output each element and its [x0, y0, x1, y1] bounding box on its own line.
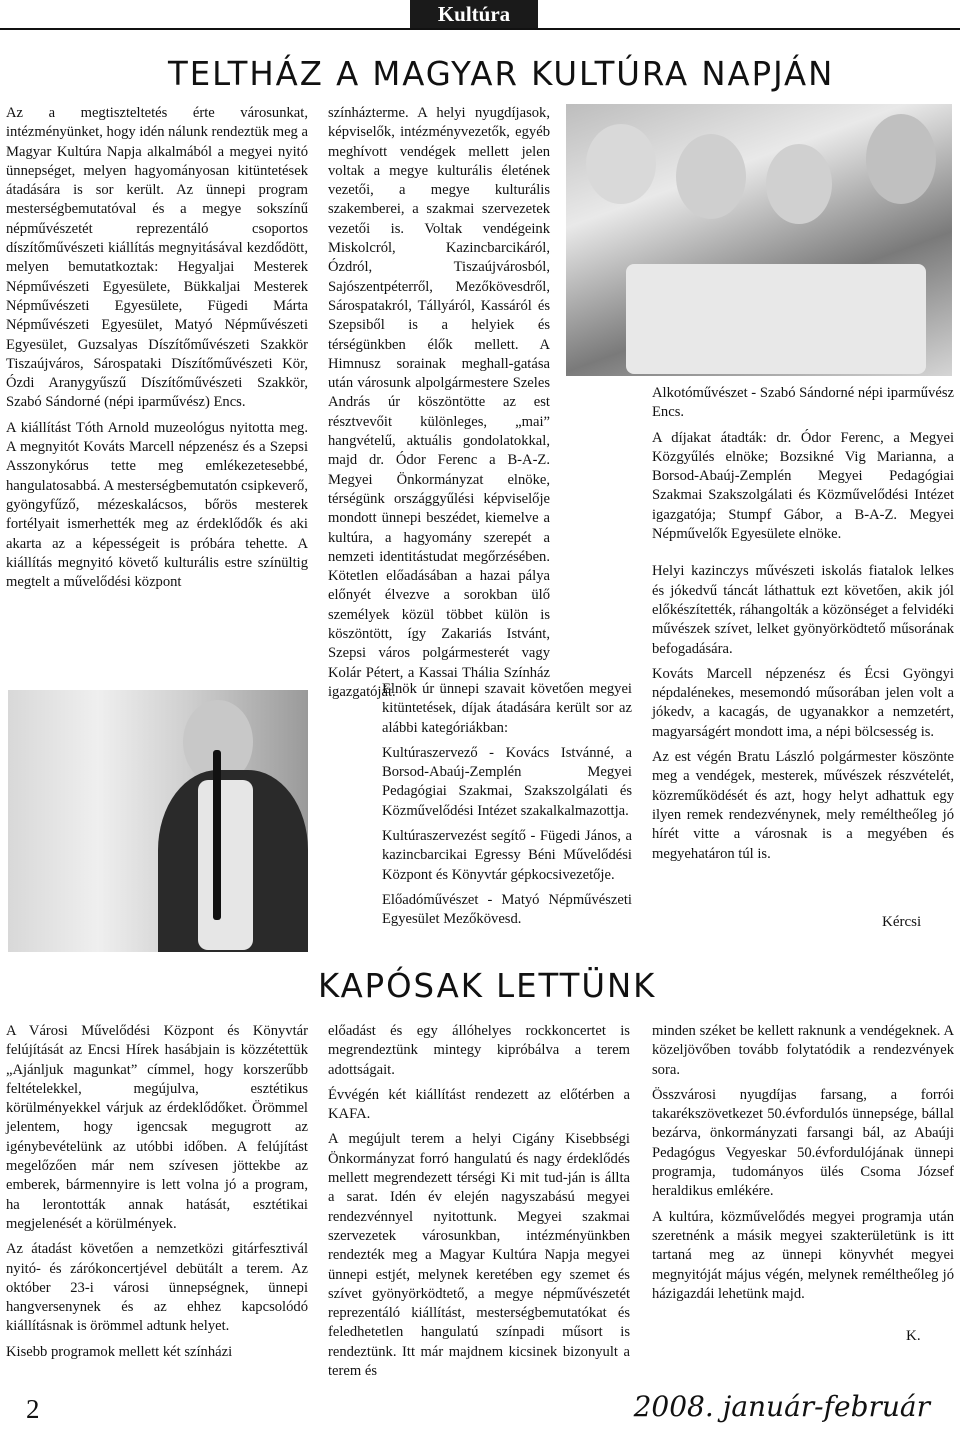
article2-column2	[328, 1022, 630, 1387]
article1-paragraph: Kultúraszervezést segítő - Fügedi János, a kazincbarcikai Egressy Béni Művelődési Központ és Könyvtár gépkocsivezetője.	[382, 828, 632, 883]
children-exhibition-photo	[566, 104, 952, 376]
article2-paragraph: Az átadást követően a nemzetközi gitárfesztivál nyitó- és zárókoncertjével debütált a terem. Az október 23-i városi ünnepségnek, ünnepi hangversenynek és az ehhez kapcsolódó kiállításnak is örömmel adtunk helyet.	[6, 1241, 308, 1335]
article2-paragraph: A megújult terem a helyi Cigány Kisebbségi Önkormányzat forró hangulatú és nagy érdeklődés mellett megrendezett térségi Ki mit tud-ján is állta a sarat. Idén év elején nagyszabású megyei rendezvénnyel nyitottunk. Megyei szakmai szervezetek városunkban, intézményünkben rendezték meg a Magyar Kultúra Napja megyei ünnepi estjét, melynek keretében egy szemet és szívet gyönyörködtető, a megye népművészetét reprezentáló kiállítást, mesterségbemutatókat és feledhetetlen hangulatú színpadi műsort is rendeztünk. Itt már majdnem kicsinek bizonyult a terem és	[328, 1131, 630, 1380]
article2-paragraph: A Városi Művelődési Központ és Könyvtár felújítását az Encsi Hírek hasábjain is közzétettük „Ajánljuk magunkat” címmel, hogy korszerűbb feltételekkel, megújulva, esztétikus körülményekkel várjuk az érdeklődőket. Örömmel jelentem, hogy igencsak megugrott az igénybevételünk az utóbbi időben. A felújítást megelőzően már nem szívesen jöttekbe az emberek, bármennyire is lett volna jó a program, ha lerontották annak hatását, esztétikai megjelenését a körülmények.	[6, 1023, 308, 1232]
article2-column1	[6, 1022, 308, 1368]
article1-paragraph: Az a megtiszteltetés érte városunkat, intézményünket, hogy idén nálunk rendeztük meg a Magyar Kultúra Napja alkalmából a megyei nyitó ünnepséget, melyen hagyományosan kitüntetések átadására is sor került. Az ünnepi program mesterségbemutatóval és a megye sokszínű népművészetét reprezentáló csoportos díszítőművészeti kiállítás megnyitásával kezdődött, melyen bemutatkoztak: Hegyaljai Mesterek Népművészeti Egyesülete, Bükkaljai Mesterek Népművészeti Egyesülete, Fügedi Márta Népművészeti Egyesület, Matyó Népművészeti Egyesület, Guzsalyas Díszítőművészeti Szakkör Tiszaújváros, Sárospataki Díszítőművészeti Kör, Ózdi Aranygyűszű Díszítőművészeti Szakkör, Szabó Sándorné (népi iparművész) Encs.	[6, 105, 308, 411]
article1-paragraph: Elnök úr ünnepi szavait követően megyei kitüntetések, díjak átadására került sor az alábbi kategóriákban:	[382, 681, 632, 736]
article1-column3	[652, 384, 954, 870]
article2-paragraph: Kisebb programok mellett két színházi	[6, 1343, 233, 1360]
article1-paragraph: Előadóművészet - Matyó Népművészeti Egyesület Mezőkövesd.	[382, 891, 632, 928]
article1-paragraph: Kováts Marcell népzenész és Écsi Gyöngyi népdalénekes, mesemondó műsorában jelen volt a jókedv, a kacagás, de ugyanakkor a nemzetért, magyarságért mondott ima, a népi bölcsesség is.	[652, 665, 954, 740]
article1-title: TELTHÁZ A MAGYAR KULTÚRA NAPJÁN	[168, 54, 835, 93]
article1-paragraph: Kultúraszervező - Kovács Istvánné, a Borsod-Abaúj-Zemplén Megyei Pedagógiai Szakmai, Szakszolgálati és Közművelődési Intézet szakalkalmazottja.	[382, 744, 632, 819]
page-number: 2	[26, 1394, 40, 1424]
issue-date: 2008. január-február	[633, 1390, 930, 1423]
header-rule	[0, 28, 960, 30]
article2-title: KAPÓSAK LETTÜNK	[318, 966, 657, 1005]
article1-column1	[6, 104, 308, 598]
article1-paragraph: A díjakat átadták: dr. Ódor Ferenc, a Megyei Közgyűlés elnöke; Bozsikné Vig Marianna, a Borsod-Abaúj-Zemplén Megyei Pedagógiai Szakmai Szakszolgálati és Közművelődési Intézet igazgatója; Stumpf Gábor, a B-A-Z. Megyei Népművelők Egyesülete elnöke.	[652, 429, 954, 543]
article1-column2b	[382, 680, 632, 936]
article2-paragraph: Évvégén két kiállítást rendezett az előtérben a KAFA.	[328, 1086, 630, 1123]
article2-paragraph: előadást és egy állóhelyes rockkoncertet is megrendeztünk mintegy kipróbálva a terem adottságait.	[328, 1023, 630, 1078]
section-tag: Kultúra	[410, 0, 538, 30]
article2-paragraph: minden széket be kellett raknunk a vendégeknek. A közeljövőben tovább folytatódik a rendezvények sora.	[652, 1023, 954, 1078]
article1-column2	[328, 104, 550, 708]
article2-paragraph: A kultúra, közművelődés megyei programja után szeretnénk a másik megyei szakterületünk is itt tartaná meg az ünnepi könyvhét megyei megnyitóját május végén, melynek reméltheőleg jó házigazdái lehetünk majd.	[652, 1208, 954, 1302]
article2-author: K.	[906, 1328, 921, 1344]
article1-paragraph: színházterme. A helyi nyugdíjasok, képviselők, intézményvezetők, egyéb meghívott vendégek mellett jelen voltak a megye kulturális életének vezetői, a megye kulturális szakemberei, a szakmai szervezetek vezetői is. Voltak vendégeink Miskolcról, Kazincbarcikáról, Ózdról, Tiszaújvárosból, Sajószentpéterről, Mezőkövesdről, Sárospatakról, Tállyáról, Kassáról és Szepsiből is a helyiek és térségünkben élők mellett. A Himnusz sorainak meghall-gatása után városunk alpolgármestere Szeles András úr köszöntötte az est résztvevőit különleges, „mai” hangvételű, aktuális gondolatokkal, majd dr. Ódor Ferenc a B-A-Z. Megyei Önkormányzat elnöke, térségünk országgyűlési képviselője mondott ünnepi beszédet, kiemelve a kultúra, a hagyomány szerepét a nemzeti identitástudat megőrzésében. Kötetlen előadásában a hazai pálya előnyét élvezve a sorokban ülő személyek közül többet külön is köszöntött, így Zakariás Istvánt, Szepsi város polgármesterét vagy Kolár Pétert, a Kassai Thália Színház igazgatóját.	[328, 105, 550, 700]
article2-column3	[652, 1022, 954, 1310]
article1-paragraph: Az est végén Bratu László polgármester köszönte meg a vendégek, mesterek, művészek részvételét, közreműködését és azt, hogy helyt adhattuk egy ilyen remek rendezvénynek, mely reméltheőleg jó hírét vitte a városnak is a megyében és megyehatáron túl is.	[652, 749, 954, 862]
article1-author: Kércsi	[882, 914, 922, 930]
article1-paragraph: A kiállítást Tóth Arnold muzeológus nyitotta meg. A megnyitót Kováts Marcell népzenész és a Szepsi Asszonykórus tette meg emlékezetesebbé, hangulatosabbá. A mesterségbemutatón csipkeverő, gyöngyfűző, mézeskalácsos, bőrös mesterek fortélyait ismerhették meg az érdeklődők és aki akarta az a képességeit is próbára tehette. A kiállítás megnyitó követő kulturális estre színültig megtelt a művelődési központ	[6, 419, 308, 591]
article1-paragraph: Helyi kazinczys művészeti iskolás fiatalok lelkes és jókedvű táncát láthattuk ezt követően, akik jól előkészítették, ráhangolták a közönséget a felvidéki művészek szívet, lelket gyönyörködtető műsorának befogadására.	[652, 563, 954, 657]
clarinet-player-photo	[8, 690, 308, 952]
article1-paragraph: Alkotóművészet - Szabó Sándorné népi iparművész Encs.	[652, 385, 954, 421]
article2-paragraph: Összvárosi nyugdíjas farsang, a forrói takarékszövetkezet 50.évfordulós ünnepsége, bállal bezárva, önkormányzati farsangi bál, az Abaúji Pedagógus Vegyeskar 50.évfordulójának ünnepi programja, tudományos ülés Csoma József heraldikus emlékére.	[652, 1086, 954, 1200]
